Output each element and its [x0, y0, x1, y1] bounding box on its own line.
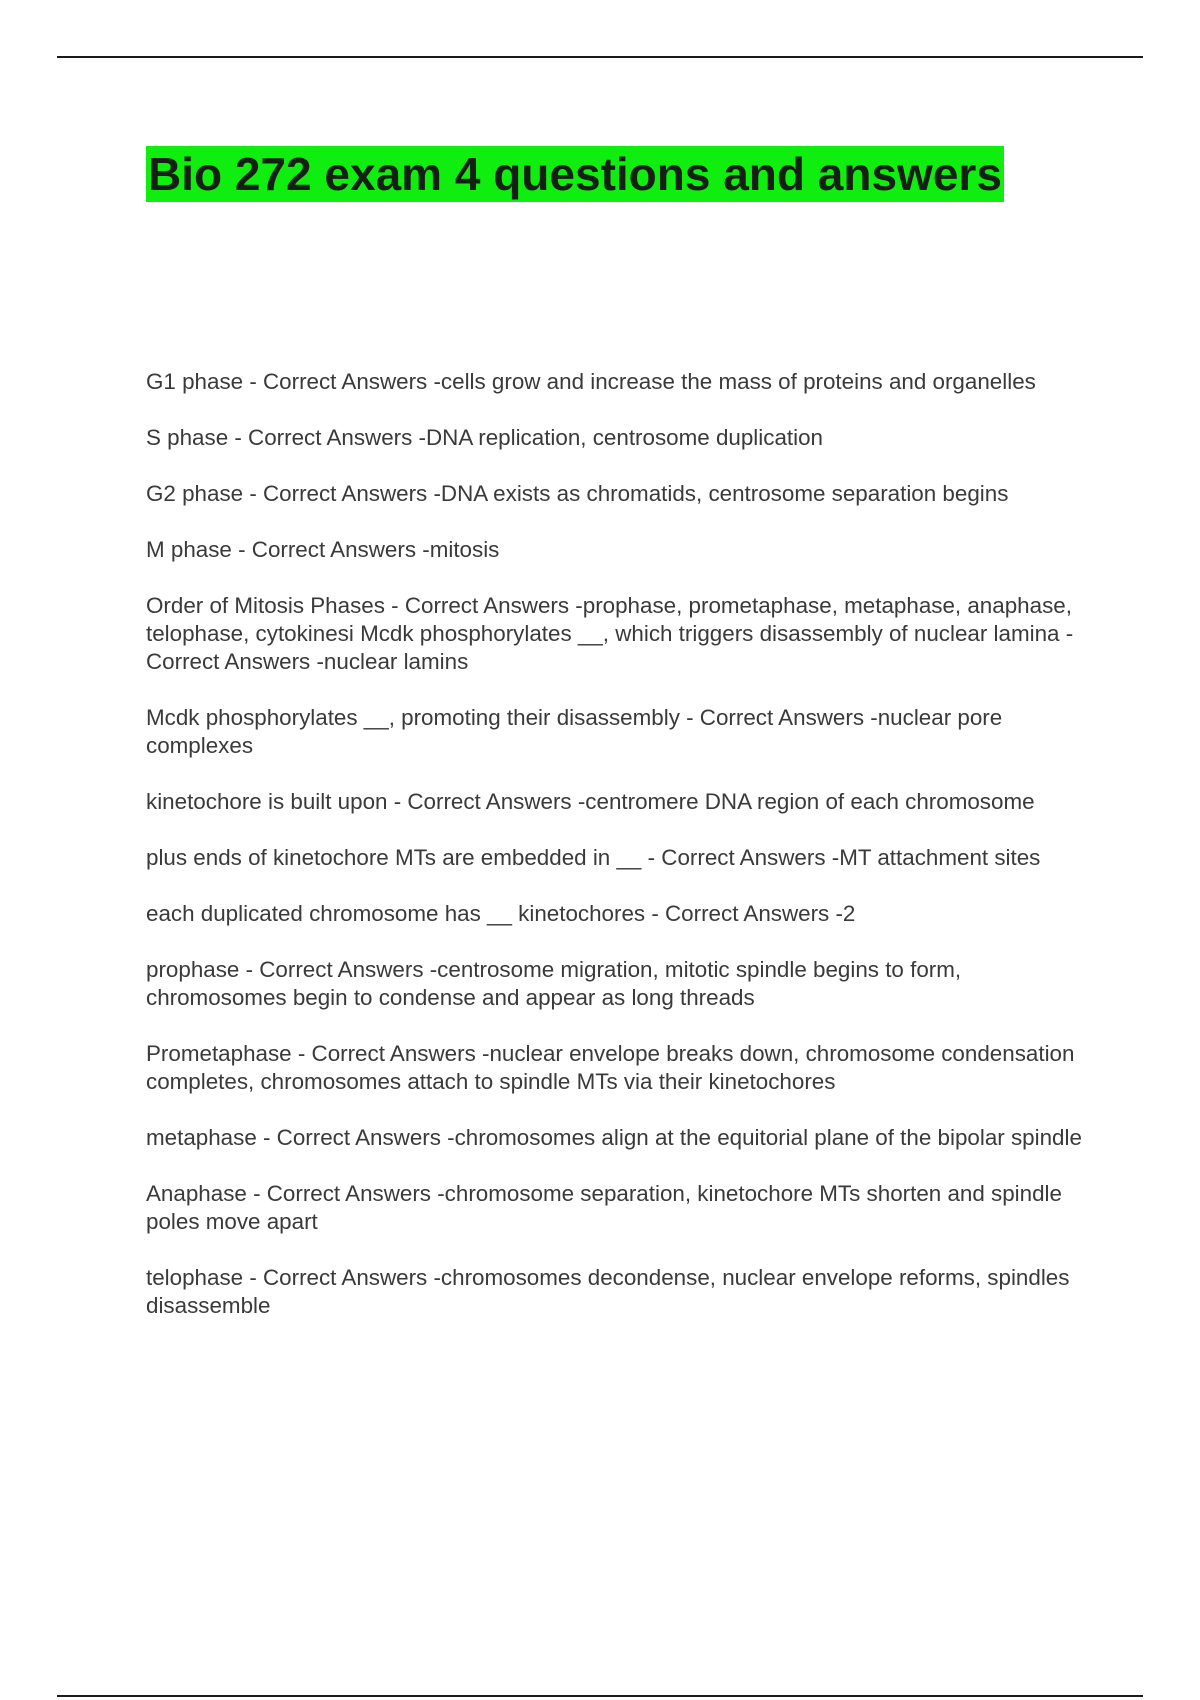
qa-list	[146, 368, 1096, 1348]
qa-item: Anaphase - Correct Answers -chromosome separation, kinetochore MTs shorten and spindle poles move apart	[146, 1181, 1062, 1234]
qa-item: kinetochore is built upon - Correct Answers -centromere DNA region of each chromosome	[146, 789, 1035, 814]
qa-item: plus ends of kinetochore MTs are embedded in __ - Correct Answers -MT attachment sites	[146, 845, 1041, 870]
qa-item: metaphase - Correct Answers -chromosomes align at the equitorial plane of the bipolar spindle	[146, 1125, 1082, 1150]
qa-item: each duplicated chromosome has __ kinetochores - Correct Answers -2	[146, 901, 856, 926]
qa-item: G2 phase - Correct Answers -DNA exists as chromatids, centrosome separation begins	[146, 481, 1009, 506]
qa-item: prophase - Correct Answers -centrosome migration, mitotic spindle begins to form, chromosomes begin to condense and appear as long threads	[146, 957, 962, 1010]
page-title: Bio 272 exam 4 questions and answers	[148, 148, 1002, 200]
qa-item: S phase - Correct Answers -DNA replication, centrosome duplication	[146, 425, 823, 450]
qa-item: G1 phase - Correct Answers -cells grow and increase the mass of proteins and organelles	[146, 369, 1036, 394]
qa-item: Prometaphase - Correct Answers -nuclear envelope breaks down, chromosome condensation completes, chromosomes attach to spindle MTs via their kinetochores	[146, 1041, 1075, 1094]
qa-item: telophase - Correct Answers -chromosomes decondense, nuclear envelope reforms, spindles disassemble	[146, 1265, 1070, 1318]
qa-item: Mcdk phosphorylates __, promoting their disassembly - Correct Answers -nuclear pore complexes	[146, 705, 1003, 758]
top-rule	[57, 56, 1143, 58]
qa-item: Order of Mitosis Phases - Correct Answers -prophase, prometaphase, metaphase, anaphase, telophase, cytokinesi Mcdk phosphorylates __, which triggers disassembly of nuclear lamina - Correct Answers -nuclear lamins	[146, 593, 1074, 674]
title-block	[146, 146, 1004, 202]
qa-item: M phase - Correct Answers -mitosis	[146, 537, 500, 562]
bottom-rule	[57, 1695, 1143, 1697]
